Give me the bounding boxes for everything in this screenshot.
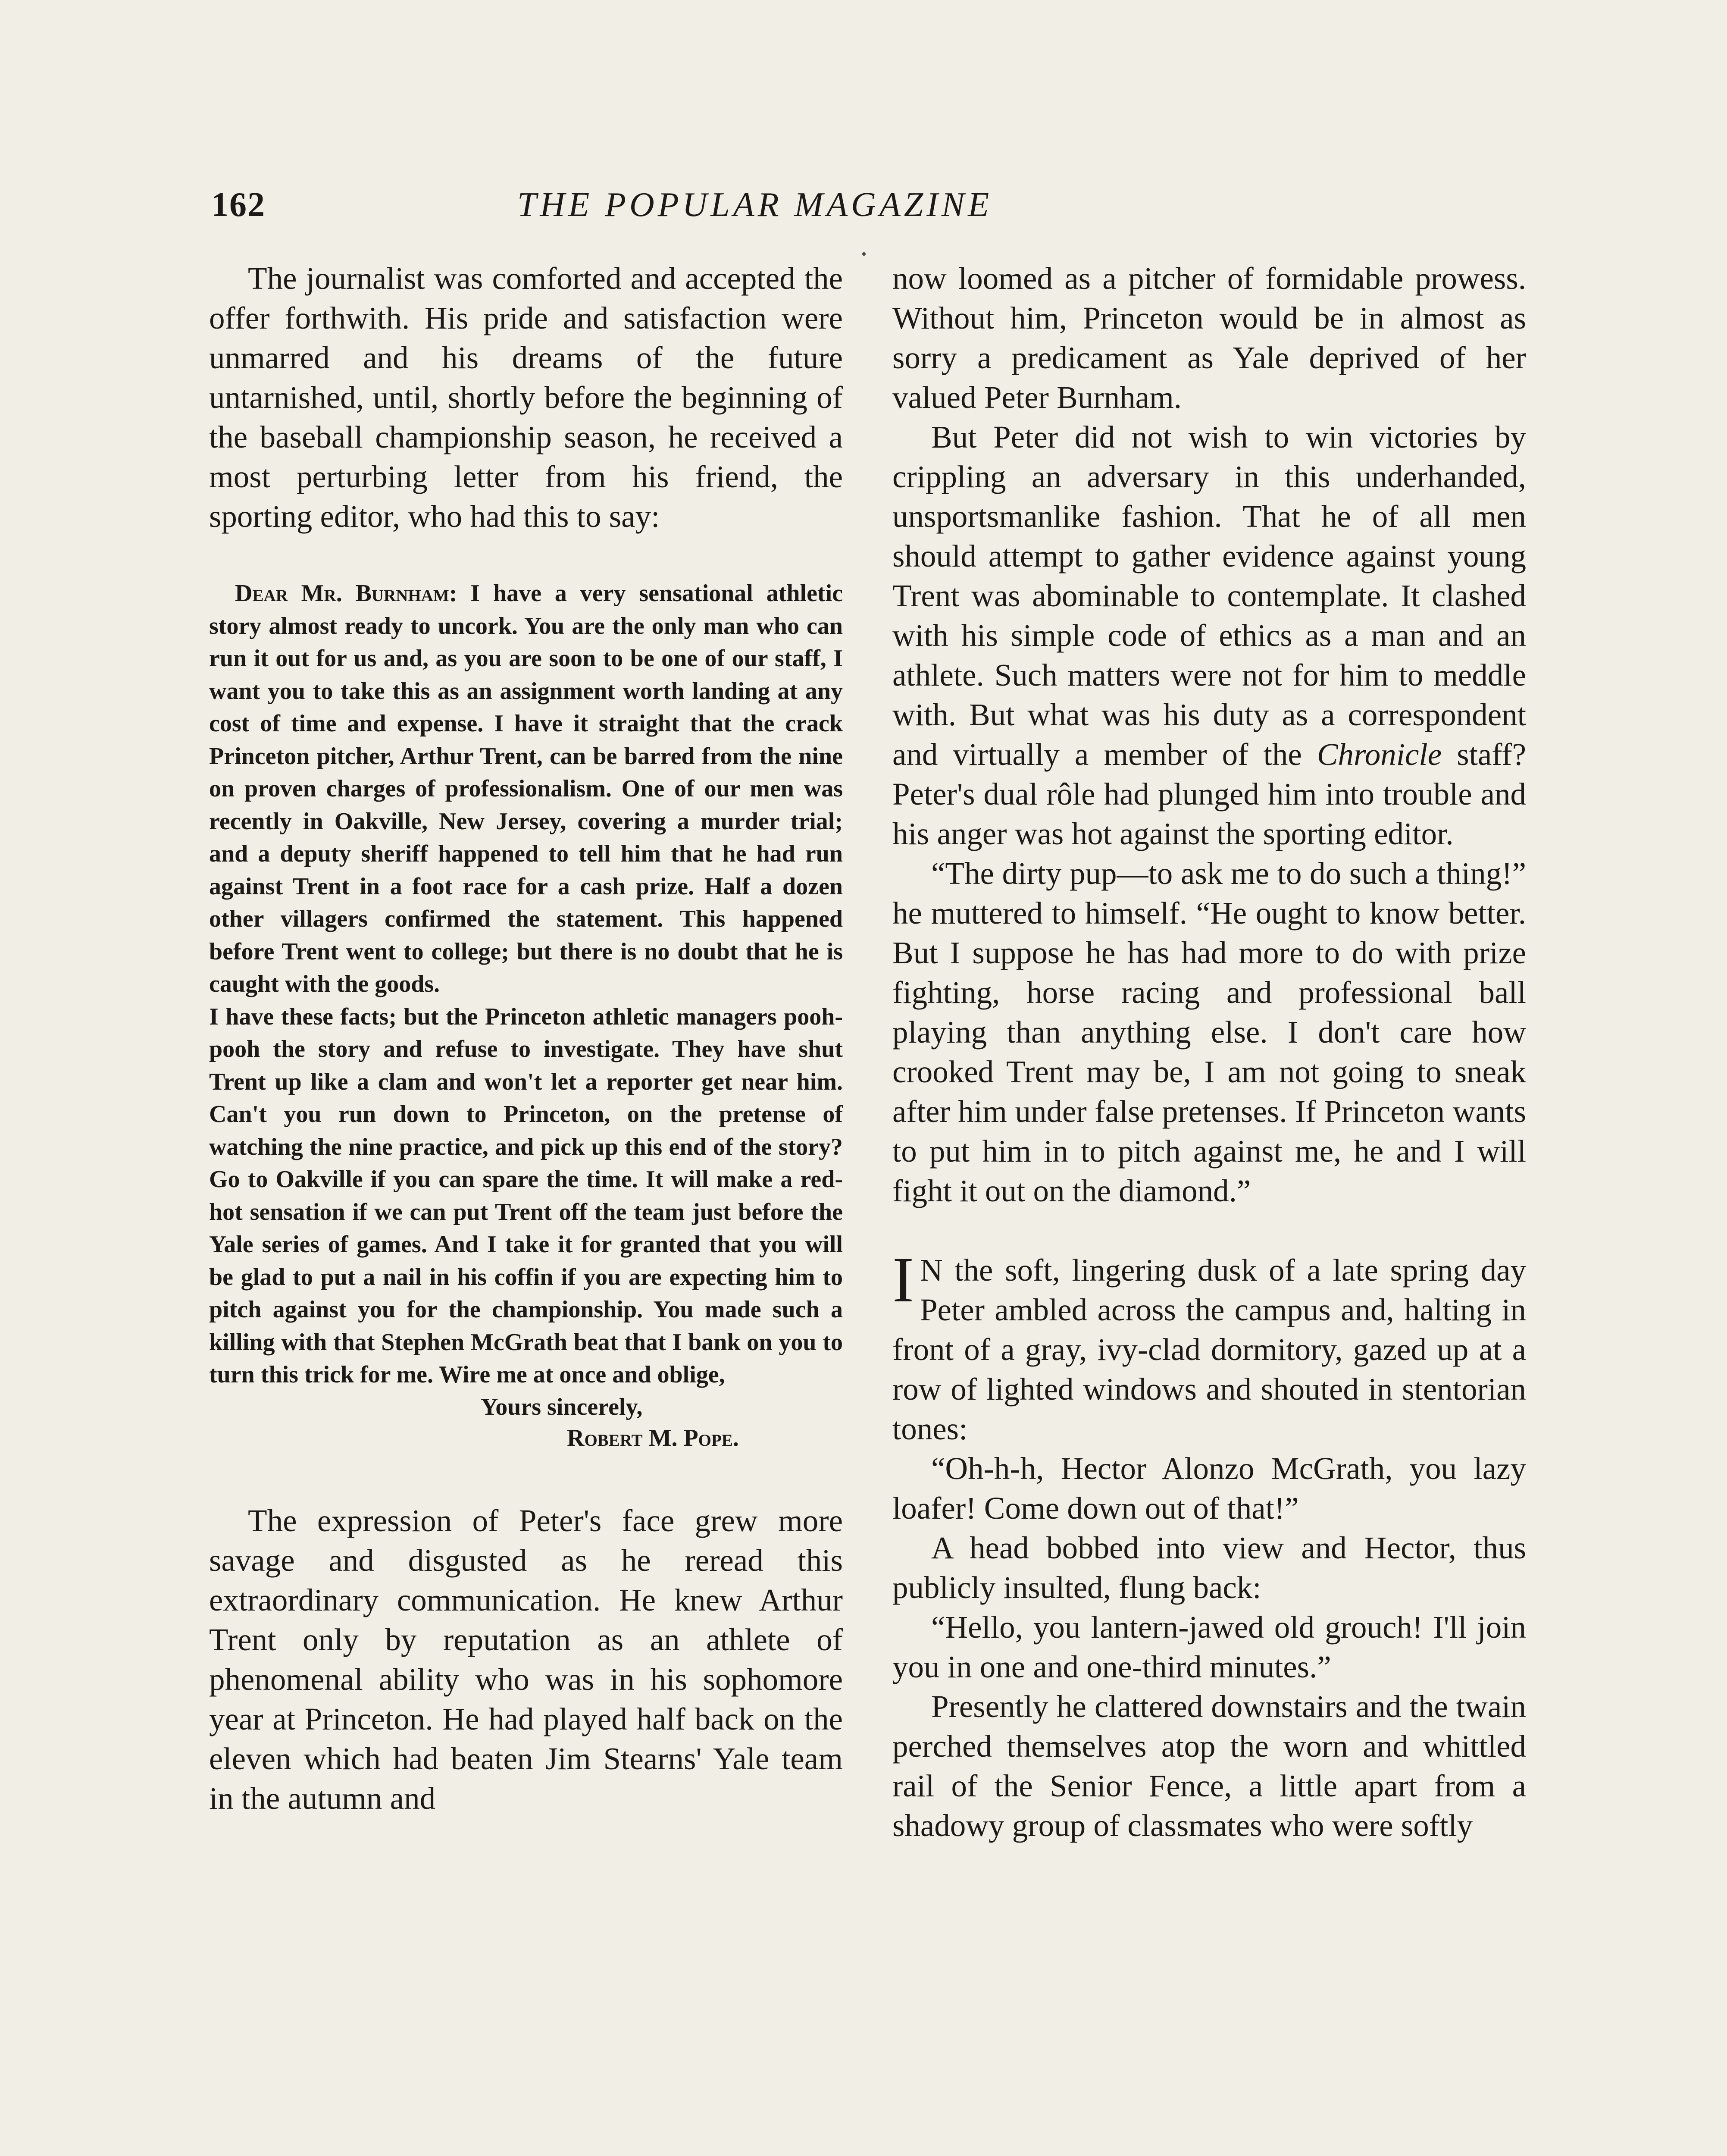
text-span: But Peter did not wish to win victories by crippling an adversary in this underhanded, unsportsmanlike fashion. That he of all men should attempt to gather evidence against young Trent was abominable to contemplate. It clashed with his simple code of ethics as a man and an athlete. Such matters were not for him to meddle with. But what was his duty as a correspondent and virtually a member of the [892, 420, 1526, 772]
letter-salutation: Dear Mr. Burnham: [235, 580, 457, 607]
running-head: THE POPULAR MAGAZINE [517, 186, 993, 224]
letter-block [209, 577, 843, 1454]
paragraph: Presently he clattered downstairs and the twain perched themselves atop the worn and whittled rail of the Senior Fence, a little apart from a shadowy group of classmates who were softly [892, 1689, 1526, 1843]
paragraph: “Hello, you lantern-jawed old grouch! I'll join you in one and one-third minutes.” [892, 1610, 1526, 1684]
text-span: staff? Peter's dual rôle had plunged him into trouble and his anger was hot against the sporting editor. [892, 737, 1526, 851]
letter-signature: Robert M. Pope. [567, 1424, 739, 1451]
paragraph: A head bobbed into view and Hector, thus publicly insulted, flung back: [892, 1530, 1526, 1605]
letter-closing: Yours sincerely, [481, 1393, 643, 1420]
drop-cap: I [892, 1244, 914, 1316]
section-opening-paragraph [892, 1244, 1526, 1449]
letter-body-text: I have a very sensational athletic story almost ready to uncork. You are the only man who can run it out for us and, as you are soon to be one of our staff, I want you to take this as an assignment worth landing at any cost of time and expense. I have it straight that the crack Princeton pitcher, Arthur Trent, can be barred from the nine on proven charges of professionalism. One of our men was recently in Oakville, New Jersey, covering a murder trial; and a deputy sheriff happened to tell him that he had run against Trent in a foot race for a cash prize. Half a dozen other villagers confirmed the statement. This happened before Trent went to college; but there is no doubt that he is caught with the goods. [209, 580, 843, 997]
paragraph [892, 417, 1526, 854]
text-span: N the soft, lingering dusk of a late spring day Peter ambled across the campus and, halting in front of a gray, ivy-clad dormitory, gazed up at a row of lighted windows and shouted in stentorian tones: [892, 1253, 1526, 1446]
paragraph: “The dirty pup—to ask me to do such a thing!” he muttered to himself. “He ought to know better. But I suppose he has had more to do with prize fighting, horse racing and professional ball playing than anything else. I don't care how crooked Trent may be, I am not going to sneak after him under false pretenses. If Princeton wants to put him in to pitch against me, he and I will fight it out on the diamond.” [892, 856, 1526, 1208]
paragraph: The expression of Peter's face grew more savage and disgusted as he reread this extraordinary communication. He knew Arthur Trent only by reputation as an athlete of phenomenal ability who was in his sophomore year at Princeton. He had played half back on the eleven which had beaten Jim Stearns' Yale team in the autumn and [209, 1503, 843, 1816]
right-column [892, 259, 1526, 1846]
letter-paragraph [209, 577, 843, 1001]
center-dot-top [862, 252, 866, 256]
italic-title: Chronicle [1317, 737, 1442, 772]
paragraph: “Oh-h-h, Hector Alonzo McGrath, you lazy loafer! Come down out of that!” [892, 1451, 1526, 1526]
letter-paragraph: I have these facts; but the Princeton athletic managers pooh-pooh the story and refuse to investigate. They have shut Trent up like a clam and won't let a reporter get near him. Can't you run down to Princeton, on the pretense of watching the nine practice, and pick up this end of the story? Go to Oakville if you can spare the time. It will make a red-hot sensation if we can put Trent off the team just before the Yale series of games. And I take it for granted that you will be glad to put a nail in his coffin if you are expecting him to pitch against you for the championship. You made such a killing with that Stephen McGrath beat that I bank on you to turn this trick for me. Wire me at once and oblige, [209, 1003, 843, 1388]
paragraph: The journalist was comforted and accepted the offer forthwith. His pride and satisfaction were unmarred and his dreams of the future untarnished, until, shortly before the beginning of the baseball championship season, he received a most perturbing letter from his friend, the sporting editor, who had this to say: [209, 261, 843, 534]
page-number: 162 [211, 186, 266, 224]
paragraph: now loomed as a pitcher of formidable prowess. Without him, Princeton would be in almost as sorry a predicament as Yale deprived of her valued Peter Burnham. [892, 261, 1526, 415]
left-column [209, 259, 843, 1818]
